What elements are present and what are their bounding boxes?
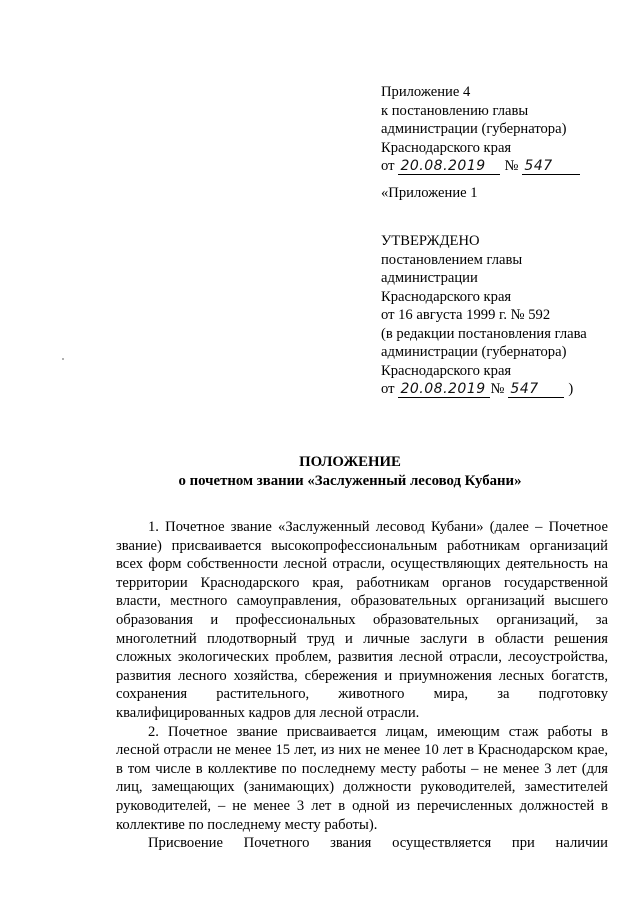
number-label: №: [504, 158, 519, 174]
appendix-date-number-line: [381, 157, 621, 176]
handwritten-date: 20.08.2019: [398, 382, 490, 398]
scan-speck: [62, 358, 64, 360]
approved-line-5: (в редакции постановления глава: [381, 325, 587, 342]
handwritten-number: 547: [508, 382, 564, 398]
document-subtitle: о почетном звании «Заслуженный лесовод Кубани»: [178, 473, 522, 489]
appendix-administration-line: администрации (губернатора): [381, 121, 567, 137]
document-body: [116, 518, 608, 853]
appendix-number: Приложение 4: [381, 84, 471, 100]
paragraph-3: Присвоение Почетного звания осуществляется при наличии: [148, 835, 608, 852]
paragraph-2: 2. Почетное звание присваивается лицам, имеющим стаж работы в лесной отрасли не менее 15 лет, из них не менее 10 лет в Краснодарском крае, в том числе в коллективе по последнему месту работы – не менее 3 лет (для лиц, замещающих (занимающих) должности руководителей, заместителей руководителей, – не менее 3 лет в одной из перечисленных должностей в коллективе по последнему месту работы).: [116, 723, 608, 833]
approved-line-6: администрации (губернатора): [381, 344, 567, 360]
approved-line-4: от 16 августа 1999 г. № 592: [381, 307, 551, 323]
approved-line-3: Краснодарского края: [381, 288, 512, 305]
approved-line-7: Краснодарского края: [381, 362, 512, 379]
from-label: от: [381, 158, 395, 174]
approved-line-1: постановлением главы: [381, 251, 523, 268]
from-label: от: [381, 381, 395, 397]
appendix-header: [381, 83, 621, 176]
handwritten-date: 20.08.2019: [398, 159, 500, 175]
number-label: №: [490, 381, 505, 397]
appendix-quote-block: [381, 184, 621, 203]
approved-title: УТВЕРЖДЕНО: [381, 233, 480, 249]
paragraph-1: 1. Почетное звание «Заслуженный лесовод Кубани» (далее – Почетное звание) присваивается высокопрофессиональным работникам организаций всех форм собственности лесной отрасли, осуществляющих деятельность на территории Краснодарского края, работникам органов государственной власти, местного самоуправления, образовательных организаций высшего образования и профессиональных образовательных организаций, за многолетний плодотворный труд и личные заслуги в области решения сложных экологических проблем, развития лесной отрасли, лесоустройства, развития лесного хозяйства, сбережения и приумножения лесных богатств, сохранения растительного, животного мира, за подготовку квалифицированных кадров для лесной отрасли.: [116, 519, 608, 721]
document-title: ПОЛОЖЕНИЕ: [299, 454, 401, 470]
close-paren: ): [568, 381, 574, 397]
handwritten-number: 547: [522, 159, 580, 175]
approved-date-number-line: [381, 380, 621, 399]
appendix-quote: «Приложение 1: [381, 185, 478, 201]
appendix-resolution-line: к постановлению главы: [381, 102, 529, 119]
approved-block: [381, 232, 621, 399]
approved-line-2: администрации: [381, 270, 478, 286]
appendix-region-line: Краснодарского края: [381, 139, 512, 156]
